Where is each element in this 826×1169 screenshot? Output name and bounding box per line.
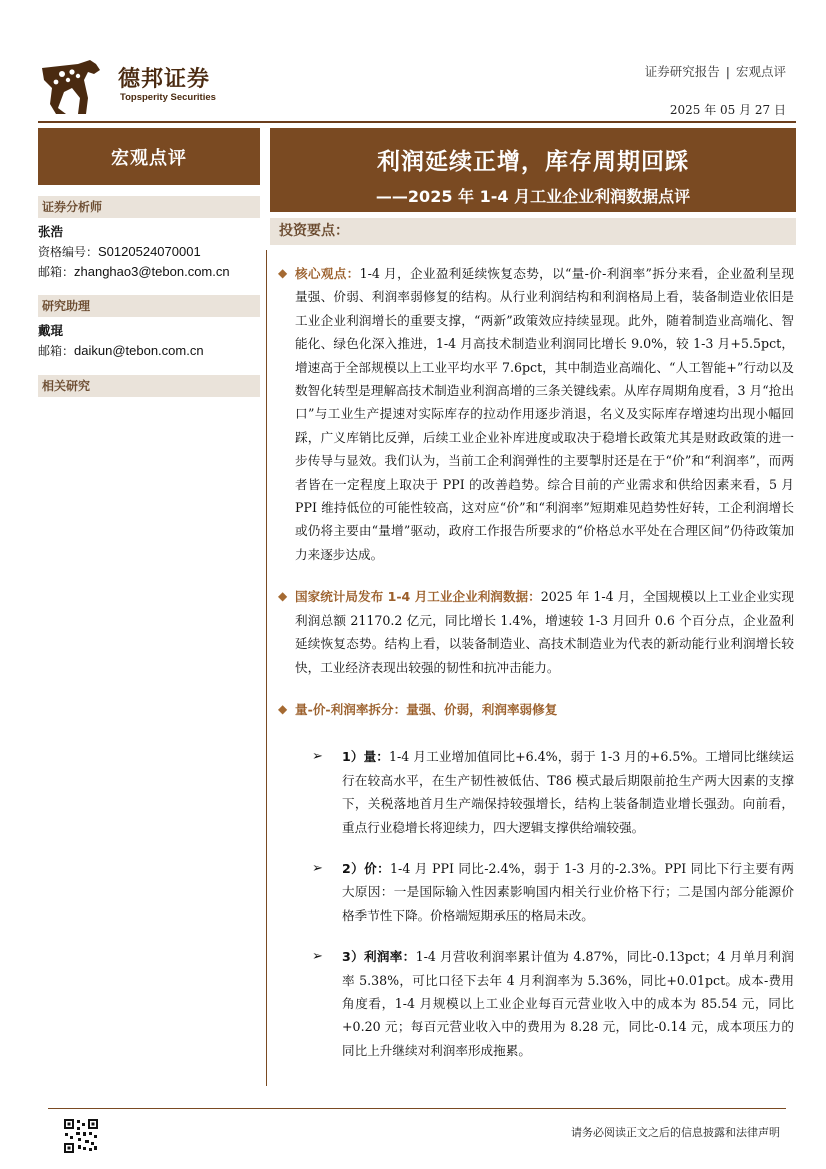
arrow-bullet-icon: ➢ — [312, 749, 323, 765]
arrow-bullet-icon: ➢ — [312, 860, 323, 876]
analyst-section-heading: 证券分析师 — [38, 196, 260, 218]
price-subpoint — [312, 857, 794, 927]
volume-subpoint — [312, 745, 794, 839]
company-logo — [38, 52, 218, 124]
subpoint-title: 3）利润率： — [342, 949, 416, 965]
paragraph-text: 2025 年 1-4 月，全国规模以上工业企业实现利润总额 21170.2 亿元，同比增长 1.4%，增速较 1-3 月回升 0.6 个百分点，企业盈利延续恢复态势。结构上看，以装备制造业、高技术制造业为代表的新动能行业利润增长较快，工业经济表现出较强的韧性和抗冲击能力。 — [295, 589, 794, 675]
analyst-email-line — [38, 263, 260, 280]
report-subtitle: ——2025 年 1-4 月工业企业利润数据点评 — [375, 187, 691, 206]
logo-english-name: Topsperity Securities — [120, 92, 216, 103]
cert-value: S0120524070001 — [98, 244, 201, 259]
paragraph-text: 1-4 月，企业盈利延续恢复态势，以“量-价-利润率”拆分来看，企业盈利呈现量强、价弱、利润率弱修复的结构。从行业利润结构和利润格局上看，装备制造业依旧是工业企业利润增长的重要支撑，“两新”政策效应持续显现。此外，随着制造业高端化、智能化、绿色化深入推进，1-4 月高技术制造业利润同比增长 9.0%，较 1-3 月+5.5pct，增速高于全部规模以上工业平均水平 7.6pct，其中制造业高端化、“人工智能+”行动以及数智化转型是理解高技术制造业利润高增的三条关键线索。从库存周期角度看，3 月“抢出口”与工业生产提速对实际库存的拉动作用逐步消退，名义及实际库存增速均出现小幅回踩，广义库销比反弹，后续工业企业补库进度或取决于稳增长政策尤其是财政政策的进一步传导与显效。我们认为，当前工企利润弹性的主要掣肘还是在于“价”和“利润率”，而两者皆在一定程度上取决于 PPI 的改善趋势。综合目前的产业需求和供给因素来看，5 月 PPI 维持低位的可能性较高，这对应“价”和“利润率”短期难见趋势性好转，工企利润增长或仍将主要由“量增”驱动，政府工作报告所要求的“价格总水平处在合理区间”仍待政策加力来逐步达成。 — [295, 266, 794, 562]
related-research-heading: 相关研究 — [38, 375, 260, 397]
arrow-bullet-icon: ➢ — [312, 949, 323, 965]
report-title: 利润延续正增，库存周期回踩 — [377, 149, 689, 175]
assistant-name: 戴琨 — [38, 323, 64, 338]
report-type: 证券研究报告 — [644, 64, 720, 79]
left-sidebar — [38, 196, 260, 397]
logo-chinese-name: 德邦证券 — [118, 67, 211, 92]
assistant-email[interactable]: daikun@tebon.com.cn — [74, 343, 204, 358]
core-view-paragraph — [278, 262, 794, 566]
report-category: 宏观点评 — [735, 64, 786, 79]
key-points-heading: 投资要点： — [270, 218, 796, 245]
analyst-name: 张浩 — [38, 224, 64, 239]
report-date: 2025 年 05 月 27 日 — [669, 103, 786, 117]
title-banner — [270, 128, 796, 212]
header-separator: | — [725, 64, 730, 79]
diamond-bullet-icon: ◆ — [278, 589, 288, 604]
report-body — [278, 262, 794, 1062]
qr-code-icon — [63, 1118, 99, 1154]
email-label: 邮箱： — [38, 265, 75, 279]
column-divider — [266, 250, 267, 1086]
subpoint-title: 2）价： — [342, 860, 391, 876]
diamond-bullet-icon: ◆ — [278, 266, 288, 280]
stats-release-paragraph — [278, 585, 794, 679]
email-label: 邮箱： — [38, 344, 75, 358]
paragraph-title: 核心观点： — [295, 266, 360, 281]
paragraph-title: 量-价-利润率拆分：量强、价弱，利润率弱修复 — [295, 701, 558, 717]
subpoint-text: 1-4 月 PPI 同比-2.4%，弱于 1-3 月的-2.3%。PPI 同比下行主要有两大原因：一是国际输入性因素影响国内相关行业价格下行；二是国内部分能源价格季节性下降。价格端短期承压的格局未改。 — [342, 860, 794, 923]
category-tag: 宏观点评 — [38, 128, 260, 185]
legal-disclaimer: 请务必阅读正文之后的信息披露和法律声明 — [571, 1126, 780, 1139]
diamond-bullet-icon: ◆ — [278, 701, 288, 716]
analyst-cert — [38, 243, 260, 260]
subpoint-text: 1-4 月营收利润率累计值为 4.87%，同比-0.13pct；4 月单月利润率 5.38%，可比口径下去年 4 月利润率为 5.36%，同比+0.01pct。成本-费用角度看，1-4 月规模以上工业企业每百元营业收入中的成本为 85.54 元，同比+0.20 元；每百元营业收入中的费用为 8.28 元，同比-0.14 元，成本项压力的同比上升继续对利润率形成拖累。 — [342, 949, 794, 1058]
analyst-email[interactable]: zhanghao3@tebon.com.cn — [74, 264, 230, 279]
subpoint-title: 1）量： — [342, 749, 390, 765]
profit-margin-subpoint — [312, 945, 794, 1062]
paragraph-title: 国家统计局发布 1-4 月工业企业利润数据： — [295, 589, 541, 605]
assistant-email-line — [38, 342, 260, 359]
cert-label: 资格编号： — [38, 245, 99, 259]
assistant-section-heading: 研究助理 — [38, 295, 260, 317]
leopard-logo-icon — [38, 58, 110, 118]
decomposition-heading — [278, 698, 794, 721]
header-divider — [38, 121, 796, 123]
footer-divider — [48, 1108, 786, 1109]
subpoint-text: 1-4 月工业增加值同比+6.4%，弱于 1-3 月的+6.5%。工增同比继续运行在较高水平，在生产韧性被低估、T86 模式最后期限前抢生产两大因素的支撑下，关税落地首月生产端保持较强增长，结构上装备制造业增长强劲。向前看，重点行业稳增长将迎续力，四大逻辑支撑供给端较强。 — [342, 749, 795, 835]
report-type-header — [645, 62, 786, 80]
